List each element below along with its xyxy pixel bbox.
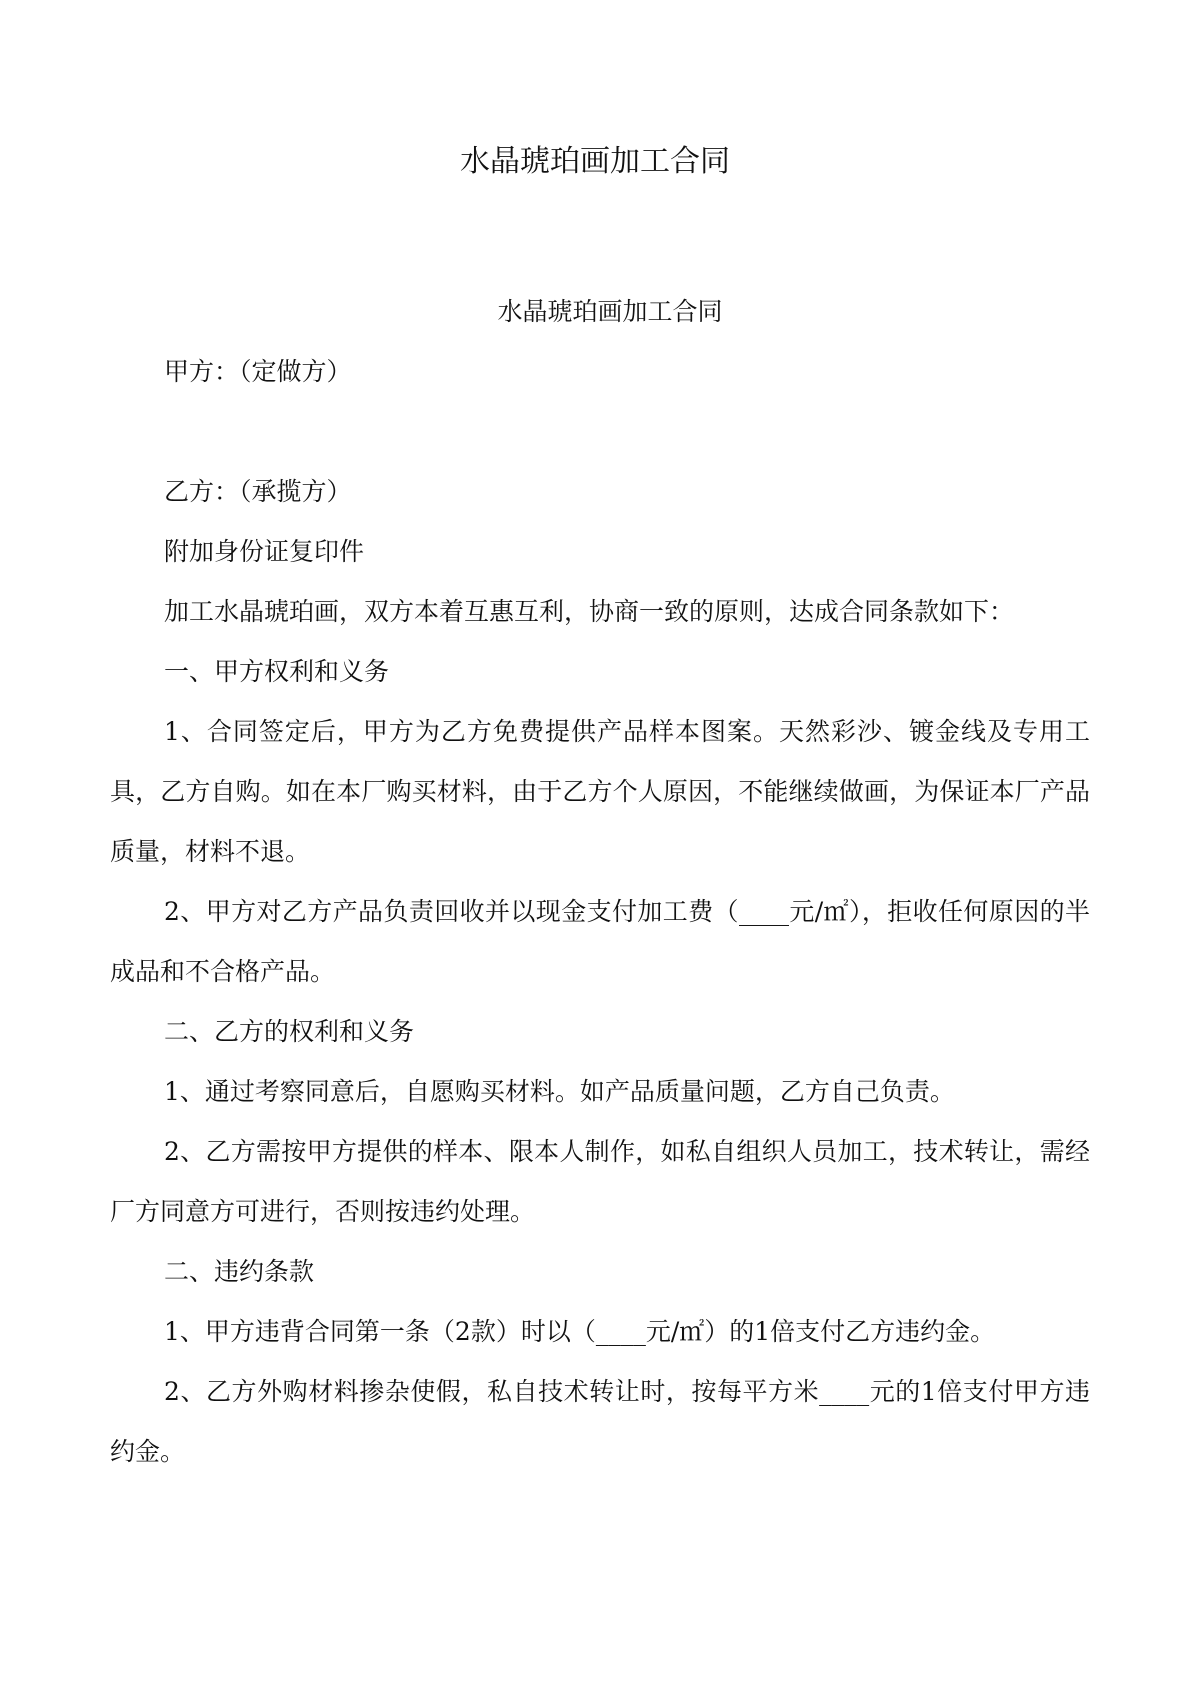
section-1-title: 一、甲方权利和义务	[164, 657, 390, 686]
section-3-clause-1: 1、甲方违背合同第一条（2款）时以（____元/㎡）的1倍支付乙方违约金。	[164, 1317, 996, 1346]
page-title: 水晶琥珀画加工合同	[460, 144, 730, 179]
section-2-clause-2: 2、乙方需按甲方提供的样本、限本人制作，如私自组织人员加工，技术转让，需经厂方同意方可进行，否则按违约处理。	[110, 1137, 1090, 1226]
party-a-line: 甲方：（定做方）	[164, 357, 352, 386]
section-2-clause-1: 1、通过考察同意后，自愿购买材料。如产品质量问题，乙方自己负责。	[164, 1077, 955, 1106]
preamble-paragraph: 加工水晶琥珀画，双方本着互惠互利，协商一致的原则，达成合同条款如下：	[164, 597, 1015, 626]
party-b-line: 乙方：（承揽方）	[164, 477, 352, 506]
attachment-note: 附加身份证复印件	[164, 537, 365, 566]
section-1-clause-2: 2、甲方对乙方产品负责回收并以现金支付加工费（____元/㎡），拒收任何原因的半成品和不合格产品。	[110, 897, 1090, 986]
section-1-clause-1: 1、合同签定后，甲方为乙方免费提供产品样本图案。天然彩沙、镀金线及专用工具，乙方自购。如在本厂购买材料，由于乙方个人原因，不能继续做画，为保证本厂产品质量，材料不退。	[110, 717, 1090, 866]
document-body	[110, 282, 1090, 1482]
section-3-clause-2: 2、乙方外购材料掺杂使假，私自技术转让时，按每平方米____元的1倍支付甲方违约金。	[110, 1377, 1090, 1466]
contract-subtitle: 水晶琥珀画加工合同	[497, 297, 723, 326]
section-3-title: 二、违约条款	[164, 1257, 315, 1286]
section-2-title: 二、乙方的权利和义务	[164, 1017, 415, 1046]
blank-line	[110, 402, 1090, 462]
